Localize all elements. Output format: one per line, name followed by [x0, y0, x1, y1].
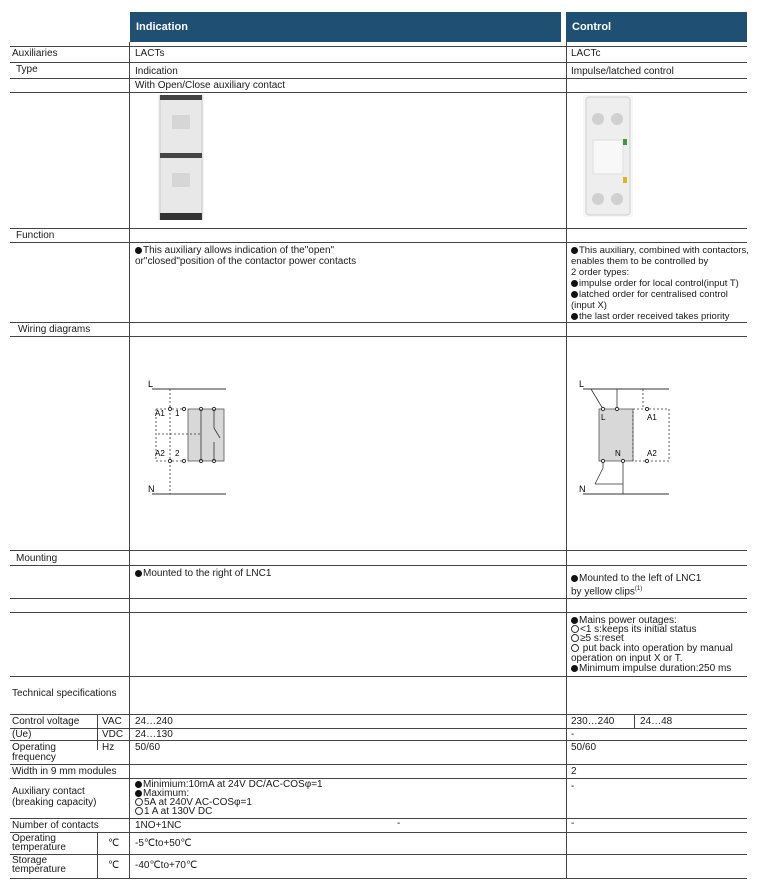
ctl-aux: -: [571, 781, 575, 792]
ind-aux-3: 5A at 240V AC-COSφ=1: [135, 798, 252, 808]
ind-num-contacts-dash: -: [397, 818, 401, 829]
ctl-function-line5: latched order for centralised control: [571, 289, 728, 300]
label-width: Width in 9 mm modules: [12, 766, 117, 777]
bullet-icon: [571, 313, 578, 320]
ctl-note-4: put back into operation by manual: [571, 643, 733, 654]
ind-diagram-L: L: [148, 379, 154, 389]
ctl-mounting-line1: Mounted to the left of LNC1: [571, 573, 701, 584]
ind-type2: With Open/Close auxiliary contact: [135, 80, 286, 91]
label-op-temp-2: temperature: [12, 842, 66, 853]
ctl-diagram-A1: A1: [647, 413, 657, 422]
ctl-function-line7: the last order received takes priority: [571, 311, 729, 322]
ind-type: Indication: [135, 66, 178, 77]
ctl-vac-1: 230…240: [571, 716, 615, 727]
row-line: [10, 818, 747, 819]
ctl-diagram-N-inner: N: [615, 449, 621, 458]
ctl-function-line1: This auxiliary, combined with contactors,: [571, 245, 749, 256]
ctl-function-line4: impulse order for local control(input T): [571, 278, 739, 289]
ind-function-line1: This auxiliary allows indication of the"open": [135, 245, 334, 256]
ind-st-temp: -40℃to+70℃: [135, 860, 198, 871]
ctl-mounting-line2: by yellow clips$^{(1)}$: [571, 586, 643, 598]
row-line: [10, 740, 747, 741]
ctl-note-3: ≥5 s:reset: [571, 633, 624, 644]
row-line: [10, 714, 747, 715]
ctl-width: 2: [571, 766, 577, 777]
row-line: [10, 336, 747, 337]
ctl-num-contacts: -: [571, 818, 575, 829]
label-mounting: Mounting: [16, 553, 58, 564]
bullet-icon: [571, 665, 578, 672]
ctl-freq: 50/60: [571, 742, 597, 753]
bullet-icon: [135, 790, 142, 797]
label-wiring: Wiring diagrams: [18, 324, 91, 335]
ind-diagram-A2: A2: [155, 449, 165, 458]
ctl-function-line6: (input X): [571, 300, 607, 311]
ind-diagram-N: N: [148, 484, 155, 494]
row-line: [10, 46, 747, 47]
circle-icon: [571, 644, 579, 652]
unit-vdc: VDC: [102, 729, 124, 740]
label-control-voltage: Control voltage: [12, 716, 80, 727]
row-line: [10, 778, 747, 779]
label-type: Type: [16, 64, 38, 75]
unit-hz: Hz: [102, 742, 115, 753]
ctl-note-2: <1 s:keeps its initial status: [571, 624, 696, 635]
label-aux-contact-2: (breaking capacity): [12, 797, 97, 808]
ctl-function-line2: enables them to be controlled by: [571, 256, 709, 267]
ind-aux-1: Minimium:10mA at 24V DC/AC-COSφ=1: [135, 780, 323, 790]
row-line: [10, 598, 747, 599]
bullet-icon: [571, 280, 578, 287]
header-indication: Indication: [130, 12, 561, 42]
label-aux-contact-1: Auxiliary contact: [12, 786, 85, 797]
bullet-icon: [571, 617, 578, 624]
col-divider-ctlvac: [634, 714, 635, 728]
label-freq-1: Operating: [12, 742, 56, 753]
circle-icon: [571, 625, 579, 633]
ctl-vac-2: 24…48: [640, 716, 673, 727]
ctl-function-line3: 2 order types:: [571, 267, 630, 278]
row-line: [10, 854, 747, 855]
label-auxiliaries: Auxiliaries: [12, 48, 58, 59]
row-line: [10, 228, 747, 229]
label-ue: (Ue): [12, 729, 32, 740]
bullet-icon: [135, 247, 142, 254]
ind-op-temp: -5℃to+50℃: [135, 838, 192, 849]
col-divider-control: [566, 42, 567, 878]
bullet-icon: [135, 781, 142, 788]
circle-icon: [135, 807, 143, 815]
ctl-wiring-diagram: [577, 376, 673, 498]
ind-num-contacts: 1NO+1NC: [135, 820, 182, 831]
ind-diagram-1: 1: [175, 409, 180, 418]
row-line: [10, 322, 747, 323]
col-divider-label: [129, 42, 130, 878]
unit-st-temp: ℃: [108, 860, 120, 871]
row-line: [10, 676, 747, 677]
ctl-note-1: Mains power outages:: [571, 615, 677, 626]
row-line: [10, 832, 747, 833]
bullet-icon: [571, 575, 578, 582]
lactc-product-image: [583, 95, 633, 217]
label-freq-2: frequency: [12, 752, 56, 763]
bullet-icon: [135, 570, 142, 577]
label-st-temp-1: Storage: [12, 855, 48, 866]
unit-vac: VAC: [102, 716, 122, 727]
ctl-vdc: -: [571, 729, 575, 740]
label-tech-specs: Technical specifications: [12, 688, 117, 699]
ctl-auxiliaries: LACTc: [571, 48, 601, 59]
row-line: [10, 92, 747, 93]
unit-op-temp: ℃: [108, 838, 120, 849]
row-line: [10, 62, 747, 63]
ctl-type: Impulse/latched control: [571, 66, 674, 77]
ind-vac: 24…240: [135, 716, 173, 727]
ind-auxiliaries: LACTs: [135, 48, 165, 59]
label-op-temp-1: Operating: [12, 833, 56, 844]
row-line: [10, 565, 747, 566]
col-divider-unit: [97, 714, 98, 750]
ctl-note-5: operation on input X or T.: [571, 653, 683, 664]
ctl-diagram-N: N: [579, 484, 586, 494]
ind-function-line2: or"closed"position of the contactor power contacts: [135, 256, 357, 267]
ctl-diagram-A2: A2: [647, 449, 657, 458]
bullet-icon: [571, 291, 578, 298]
row-line: [10, 612, 747, 613]
bullet-icon: [571, 247, 578, 254]
row-line: [10, 550, 747, 551]
ind-aux-4: 1 A at 130V DC: [135, 807, 212, 817]
label-st-temp-2: temperature: [12, 864, 66, 875]
ind-mounting: Mounted to the right of LNC1: [135, 568, 271, 579]
row-line: [10, 78, 747, 79]
ind-aux-2: Maximum:: [135, 789, 189, 799]
ind-freq: 50/60: [135, 742, 161, 753]
ctl-diagram-L-inner: L: [601, 413, 606, 422]
header-control: Control: [566, 12, 747, 42]
col-divider-unit2: [97, 832, 98, 878]
ind-vdc: 24…130: [135, 729, 173, 740]
ind-wiring-diagram: [146, 376, 232, 498]
ind-diagram-2: 2: [175, 449, 180, 458]
circle-icon: [571, 634, 579, 642]
label-num-contacts: Number of contacts: [12, 820, 99, 831]
row-line: [10, 764, 747, 765]
row-line: [10, 242, 747, 243]
ind-diagram-A1: A1: [155, 409, 165, 418]
ctl-note-6: Minimum impulse duration:250 ms: [571, 663, 731, 674]
circle-icon: [135, 798, 143, 806]
lacts-product-image: [158, 95, 204, 220]
label-function: Function: [16, 230, 55, 241]
ctl-diagram-L: L: [579, 379, 585, 389]
row-line: [10, 878, 747, 879]
